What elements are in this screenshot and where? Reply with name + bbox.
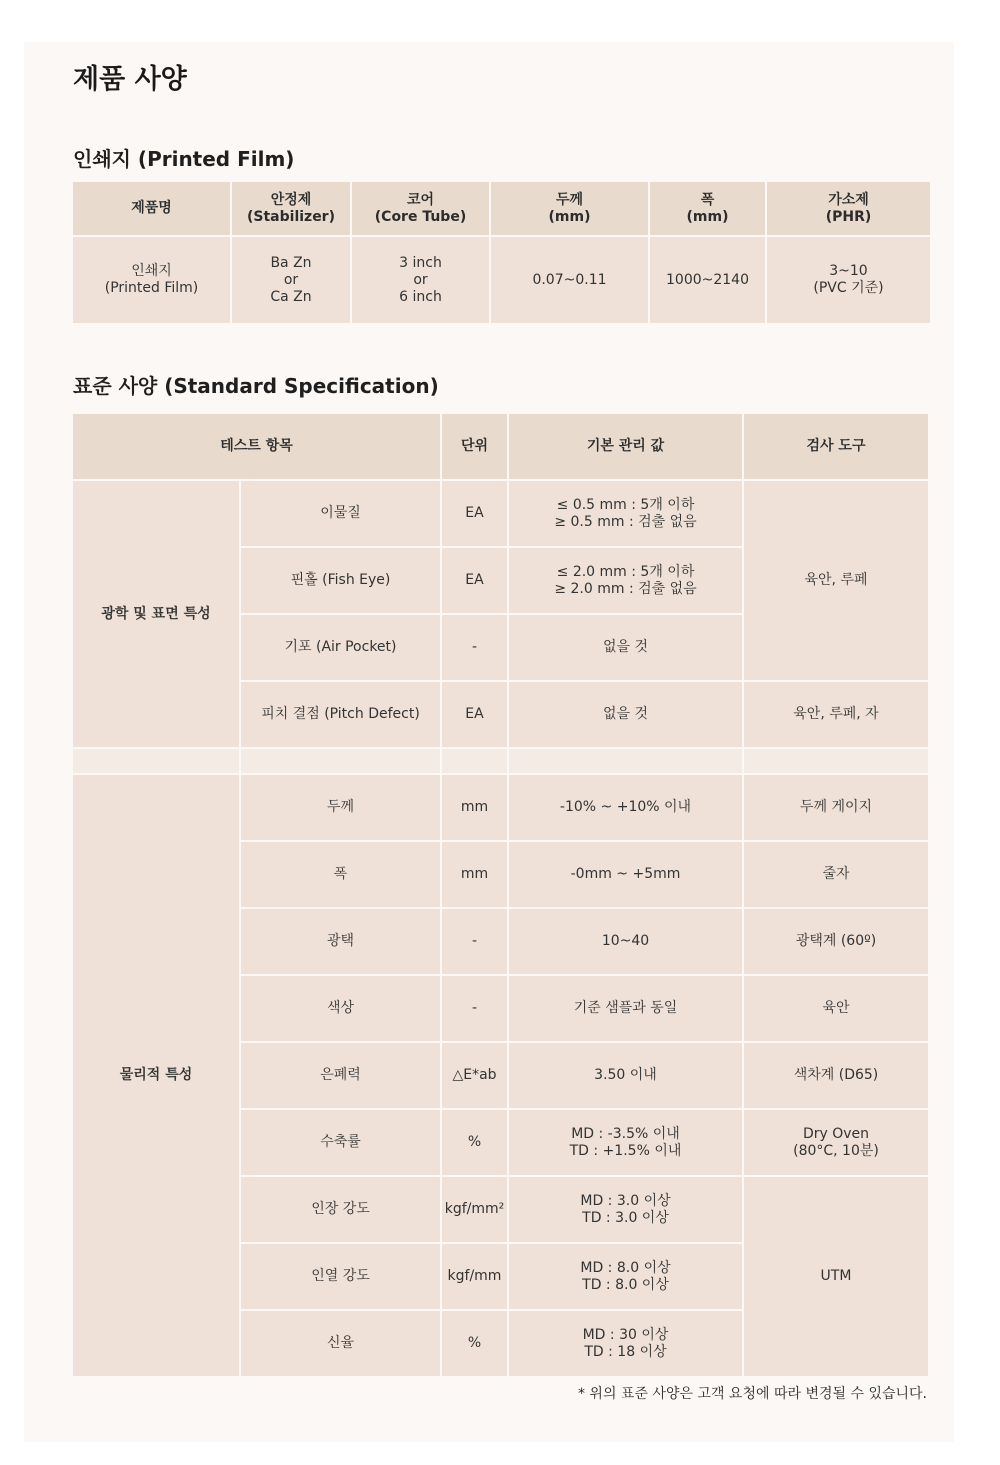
table-row bbox=[73, 481, 928, 546]
header-test-item: 테스트 항목 bbox=[73, 414, 440, 479]
film-spec-table bbox=[71, 180, 932, 325]
cell-unit: kgf/mm² bbox=[442, 1177, 507, 1242]
cell-value: MD : 8.0 이상 TD : 8.0 이상 bbox=[509, 1244, 742, 1309]
cell-tool: 두께 게이지 bbox=[744, 775, 928, 840]
header-inspection-tool: 검사 도구 bbox=[744, 414, 928, 479]
cell-unit: % bbox=[442, 1110, 507, 1175]
header-unit: 단위 bbox=[442, 414, 507, 479]
header-width: 폭 (mm) bbox=[650, 182, 765, 235]
cell-value: MD : -3.5% 이내 TD : +1.5% 이내 bbox=[509, 1110, 742, 1175]
cell-unit: % bbox=[442, 1311, 507, 1376]
cell-unit: △E*ab bbox=[442, 1043, 507, 1108]
cell-item: 두께 bbox=[241, 775, 440, 840]
cell-value: -0mm ~ +5mm bbox=[509, 842, 742, 907]
cell-item: 핀홀 (Fish Eye) bbox=[241, 548, 440, 613]
cell-value: MD : 30 이상 TD : 18 이상 bbox=[509, 1311, 742, 1376]
category-optical: 광학 및 표면 특성 bbox=[73, 481, 239, 747]
cell-value: 없을 것 bbox=[509, 682, 742, 747]
cell-tool: 색차계 (D65) bbox=[744, 1043, 928, 1108]
cell-item: 이물질 bbox=[241, 481, 440, 546]
cell-unit: - bbox=[442, 909, 507, 974]
cell-tool: 육안 bbox=[744, 976, 928, 1041]
cell-value: -10% ~ +10% 이내 bbox=[509, 775, 742, 840]
page-title: 제품 사양 bbox=[73, 64, 187, 95]
cell-tool-shared: 육안, 루페 bbox=[744, 481, 928, 680]
cell-tool: Dry Oven (80°C, 10분) bbox=[744, 1110, 928, 1175]
cell-tool: 육안, 루페, 자 bbox=[744, 682, 928, 747]
cell-width: 1000~2140 bbox=[650, 237, 765, 323]
cell-item: 인열 강도 bbox=[241, 1244, 440, 1309]
cell-unit: EA bbox=[442, 548, 507, 613]
header-plasticizer: 가소제 (PHR) bbox=[767, 182, 930, 235]
header-core-tube: 코어 (Core Tube) bbox=[352, 182, 489, 235]
cell-value: 10~40 bbox=[509, 909, 742, 974]
cell-item: 기포 (Air Pocket) bbox=[241, 615, 440, 680]
cell-plasticizer: 3~10 (PVC 기준) bbox=[767, 237, 930, 323]
header-thickness: 두께 (mm) bbox=[491, 182, 648, 235]
cell-value: 3.50 이내 bbox=[509, 1043, 742, 1108]
cell-thickness: 0.07~0.11 bbox=[491, 237, 648, 323]
header-control-value: 기본 관리 값 bbox=[509, 414, 742, 479]
cell-value: MD : 3.0 이상 TD : 3.0 이상 bbox=[509, 1177, 742, 1242]
spacer-row bbox=[73, 749, 928, 773]
cell-item: 은폐력 bbox=[241, 1043, 440, 1108]
cell-item: 피치 결점 (Pitch Defect) bbox=[241, 682, 440, 747]
cell-unit: EA bbox=[442, 682, 507, 747]
spec-table-heading: 표준 사양 (Standard Specification) bbox=[73, 374, 439, 398]
header-product-name: 제품명 bbox=[73, 182, 230, 235]
film-table-heading: 인쇄지 (Printed Film) bbox=[73, 147, 295, 171]
cell-value: ≤ 0.5 mm : 5개 이하 ≥ 0.5 mm : 검출 없음 bbox=[509, 481, 742, 546]
cell-unit: - bbox=[442, 976, 507, 1041]
cell-value: 기준 샘플과 동일 bbox=[509, 976, 742, 1041]
cell-unit: mm bbox=[442, 842, 507, 907]
cell-tool: 광택계 (60º) bbox=[744, 909, 928, 974]
standard-spec-table bbox=[71, 412, 930, 1378]
cell-value: 없을 것 bbox=[509, 615, 742, 680]
cell-item: 인장 강도 bbox=[241, 1177, 440, 1242]
cell-item: 광택 bbox=[241, 909, 440, 974]
cell-unit: EA bbox=[442, 481, 507, 546]
cell-unit: mm bbox=[442, 775, 507, 840]
cell-product-name: 인쇄지 (Printed Film) bbox=[73, 237, 230, 323]
cell-item: 수축률 bbox=[241, 1110, 440, 1175]
category-physical: 물리적 특성 bbox=[73, 775, 239, 1376]
cell-tool: 줄자 bbox=[744, 842, 928, 907]
cell-unit: kgf/mm bbox=[442, 1244, 507, 1309]
cell-item: 색상 bbox=[241, 976, 440, 1041]
cell-tool-shared: UTM bbox=[744, 1177, 928, 1376]
cell-item: 폭 bbox=[241, 842, 440, 907]
footnote: * 위의 표준 사양은 고객 요청에 따라 변경될 수 있습니다. bbox=[577, 1386, 927, 1402]
table-row bbox=[73, 775, 928, 840]
cell-core-tube: 3 inch or 6 inch bbox=[352, 237, 489, 323]
cell-value: ≤ 2.0 mm : 5개 이하 ≥ 2.0 mm : 검출 없음 bbox=[509, 548, 742, 613]
cell-unit: - bbox=[442, 615, 507, 680]
header-stabilizer: 안정제 (Stabilizer) bbox=[232, 182, 350, 235]
cell-item: 신율 bbox=[241, 1311, 440, 1376]
cell-stabilizer: Ba Zn or Ca Zn bbox=[232, 237, 350, 323]
